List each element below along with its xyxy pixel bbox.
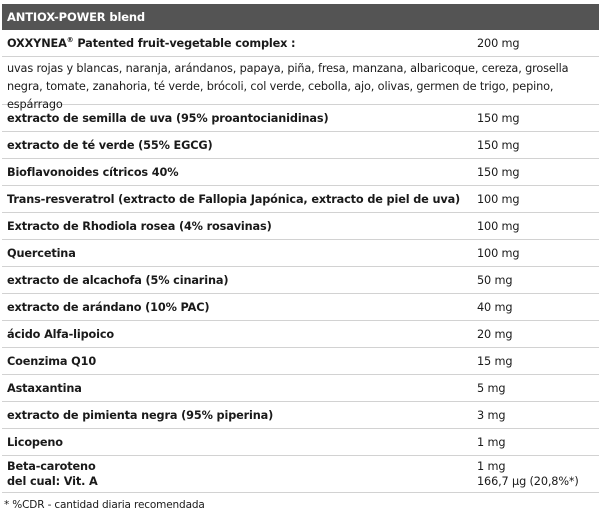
ingredient-name: ácido Alfa-lipoico <box>7 327 115 341</box>
ingredient-amount: 50 mg <box>477 273 513 287</box>
ingredient-name: Extracto de Rhodiola rosea (4% rosavinas) <box>7 219 272 233</box>
complex-brand: OXXYNEA <box>7 36 67 50</box>
ingredient-name: Bioflavonoides cítricos 40% <box>7 165 179 179</box>
table-row <box>2 348 599 375</box>
vitamin-a-line <box>7 474 599 489</box>
ingredient-name: Quercetina <box>7 246 76 260</box>
ingredient-name: extracto de pimienta negra (95% piperina) <box>7 408 274 422</box>
footnote: * %CDR - cantidad diaria recomendada <box>4 499 205 511</box>
table-row <box>2 402 599 429</box>
vitamin-a-name: del cual: Vit. A <box>7 475 98 488</box>
complex-description: uvas rojas y blancas, naranja, arándanos, papaya, piña, fresa, manzana, albaricoque, cereza, grosella negra, tomate, zanahoria, té verde, brócoli, col verde, cebolla, ajo, olivas, germen de trigo, pepino, espárrago <box>2 57 599 105</box>
ingredient-amount: 40 mg <box>477 300 513 314</box>
ingredient-amount: 1 mg <box>477 435 506 449</box>
table-row <box>2 294 599 321</box>
ingredient-name: Coenzima Q10 <box>7 354 97 368</box>
complex-name <box>7 37 477 50</box>
complex-label: Patented fruit-vegetable complex : <box>73 36 296 50</box>
ingredient-amount: 3 mg <box>477 408 506 422</box>
beta-carotene-name: Beta-caroteno <box>7 460 96 473</box>
table-row <box>2 375 599 402</box>
table-row <box>2 321 599 348</box>
ingredient-name: extracto de té verde (55% EGCG) <box>7 138 213 152</box>
nutrition-table <box>2 4 599 513</box>
ingredient-name: extracto de alcachofa (5% cinarina) <box>7 273 229 287</box>
table-row <box>2 240 599 267</box>
ingredient-amount: 100 mg <box>477 192 520 206</box>
ingredient-amount: 100 mg <box>477 219 520 233</box>
table-row <box>2 132 599 159</box>
complex-row <box>2 30 599 57</box>
complex-amount: 200 mg <box>477 36 520 50</box>
registered-mark: ® <box>66 35 74 44</box>
ingredient-amount: 150 mg <box>477 138 520 152</box>
vitamin-a-amount: 166,7 µg (20,8%*) <box>477 475 579 488</box>
ingredient-name: Licopeno <box>7 435 63 449</box>
ingredient-list <box>2 105 599 456</box>
ingredient-amount: 150 mg <box>477 111 520 125</box>
ingredient-amount: 100 mg <box>477 246 520 260</box>
ingredient-amount: 150 mg <box>477 165 520 179</box>
ingredient-amount: 20 mg <box>477 327 513 341</box>
ingredient-name: Trans-resveratrol (extracto de Fallopia Japónica, extracto de piel de uva) <box>7 192 461 206</box>
beta-carotene-line <box>7 459 599 474</box>
beta-carotene-amount: 1 mg <box>477 460 506 473</box>
table-row <box>2 429 599 456</box>
beta-carotene-row <box>2 456 599 493</box>
table-title: ANTIOX-POWER blend <box>2 4 599 30</box>
table-row <box>2 186 599 213</box>
ingredient-amount: 5 mg <box>477 381 506 395</box>
table-row <box>2 213 599 240</box>
ingredient-name: extracto de semilla de uva (95% proantocianidinas) <box>7 111 329 125</box>
table-row <box>2 267 599 294</box>
ingredient-name: extracto de arándano (10% PAC) <box>7 300 210 314</box>
ingredient-name: Astaxantina <box>7 381 82 395</box>
table-row <box>2 159 599 186</box>
table-row <box>2 105 599 132</box>
ingredient-amount: 15 mg <box>477 354 513 368</box>
